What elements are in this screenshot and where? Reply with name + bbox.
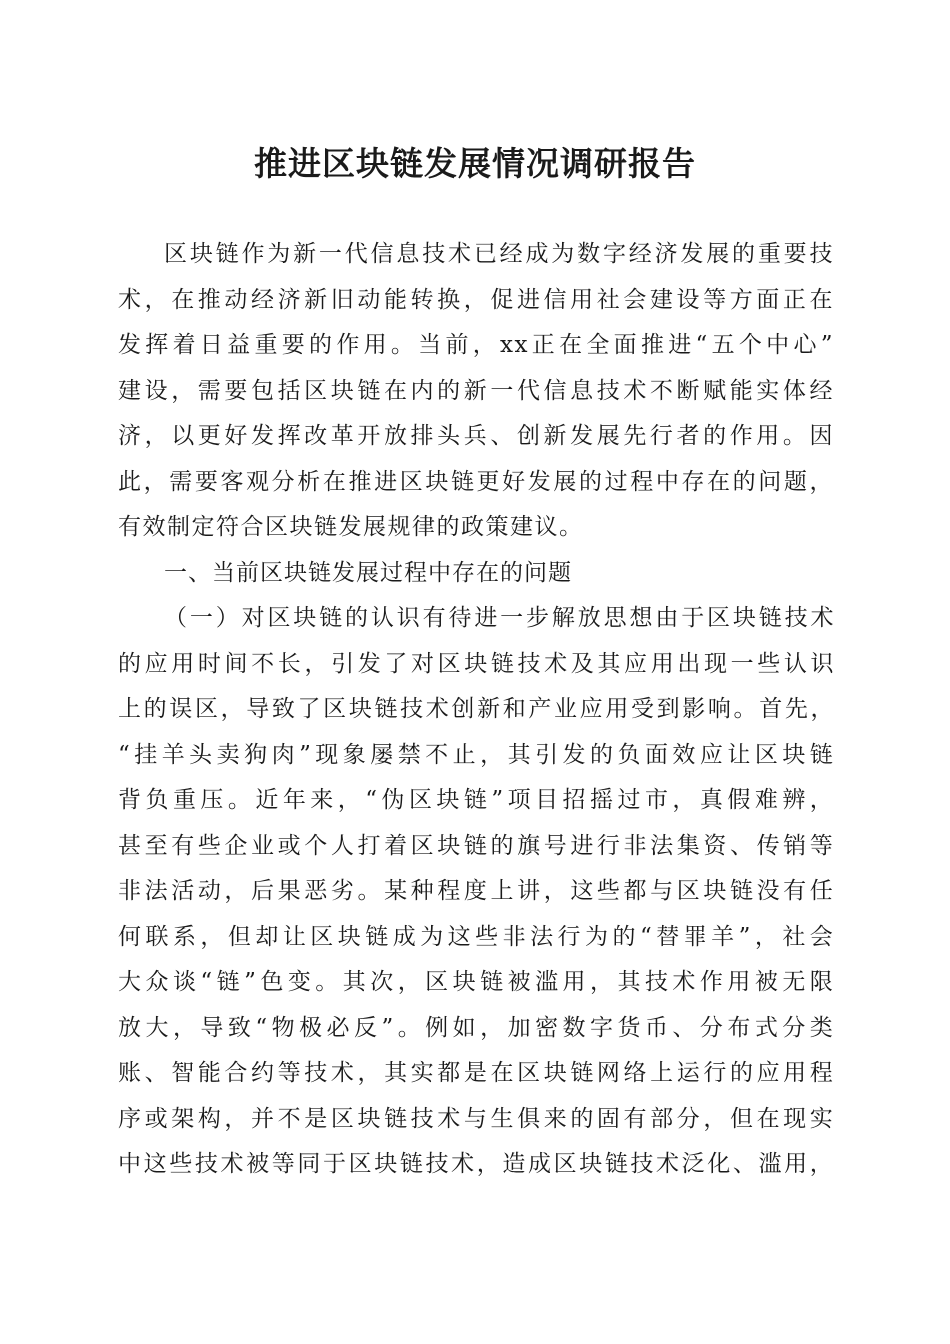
paragraph-line: 此，需要客观分析在推进区块链更好发展的过程中存在的问题， xyxy=(118,468,834,495)
paragraph-line: 账、智能合约等技术，其实都是在区块链网络上运行的应用程 xyxy=(118,1060,834,1086)
paragraph-line: 术，在推动经济新旧动能转换，促进信用社会建设等方面正在 xyxy=(118,286,834,313)
document-title: 推进区块链发展情况调研报告 xyxy=(254,144,696,183)
paragraph-line: 的应用时间不长，引发了对区块链技术及其应用出现一些认识 xyxy=(118,650,834,677)
section-heading: 一、当前区块链发展过程中存在的问题 xyxy=(164,559,572,586)
subsection-line: （一）对区块链的认识有待进一步解放思想由于区块链技术 xyxy=(164,605,834,631)
paragraph-line: 甚至有些企业或个人打着区块链的旗号进行非法集资、传销等 xyxy=(118,832,834,859)
paragraph-line: 非法活动，后果恶劣。某种程度上讲，这些都与区块链没有任 xyxy=(118,878,834,904)
document-body xyxy=(118,232,834,1188)
paragraph-line: 放大，导致“物极必反”。例如，加密数字货币、分布式分类 xyxy=(118,1014,834,1041)
paragraph-line: 序或架构，并不是区块链技术与生俱来的固有部分，但在现实 xyxy=(118,1105,834,1132)
paragraph-line: 有效制定符合区块链发展规律的政策建议。 xyxy=(118,514,584,540)
paragraph-line: 何联系，但却让区块链成为这些非法行为的“替罪羊”，社会 xyxy=(118,923,834,950)
paragraph-line: 区块链作为新一代信息技术已经成为数字经济发展的重要技 xyxy=(164,241,834,267)
paragraph-line: 建设，需要包括区块链在内的新一代信息技术不断赋能实体经 xyxy=(118,377,834,404)
paragraph-line: 济，以更好发挥改革开放排头兵、创新发展先行者的作用。因 xyxy=(118,423,834,449)
paragraph-line: 发挥着日益重要的作用。当前，xx正在全面推进“五个中心” xyxy=(118,332,834,358)
paragraph-line: 大众谈“链”色变。其次，区块链被滥用，其技术作用被无限 xyxy=(118,969,834,995)
paragraph-line: 背负重压。近年来，“伪区块链”项目招摇过市，真假难辨， xyxy=(118,787,834,813)
paragraph-line: 上的误区，导致了区块链技术创新和产业应用受到影响。首先， xyxy=(118,696,834,722)
paragraph-line: 中这些技术被等同于区块链技术，造成区块链技术泛化、滥用， xyxy=(118,1151,834,1177)
paragraph-line: “挂羊头卖狗肉”现象屡禁不止，其引发的负面效应让区块链 xyxy=(118,741,834,768)
